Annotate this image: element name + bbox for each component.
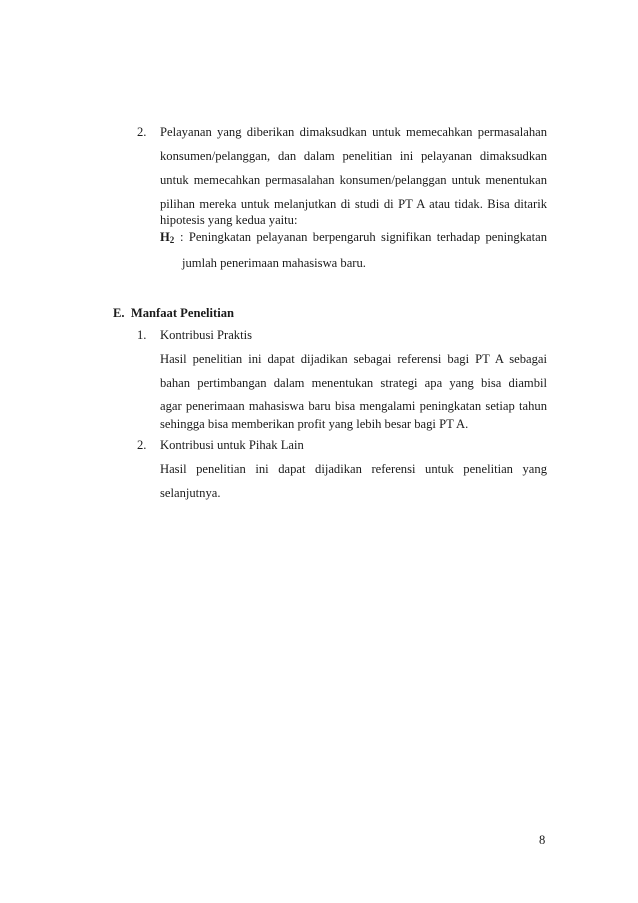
section-heading: E. Manfaat Penelitian — [113, 306, 235, 320]
paragraph-line: konsumen/pelanggan, dan dalam penelitian ini pelayanan dimaksudkan — [160, 149, 547, 163]
paragraph-line: bahan pertimbangan dalam menentukan strategi apa yang bisa diambil — [160, 376, 547, 390]
hypothesis-text-cont: jumlah penerimaan mahasiswa baru. — [182, 256, 366, 270]
paragraph-line: agar penerimaan mahasiswa baru bisa mengalami peningkatan setiap tahun — [160, 399, 547, 413]
paragraph-line: untuk memecahkan permasalahan konsumen/pelanggan untuk menentukan — [160, 173, 547, 187]
hypothesis-label: $H_2$ — [160, 230, 175, 245]
subsection-title: Kontribusi untuk Pihak Lain — [160, 438, 304, 452]
paragraph-line: pilihan mereka untuk melanjutkan di studi di PT A atau tidak. Bisa ditarik — [160, 197, 547, 211]
list-number: 1. — [137, 328, 147, 342]
page-number: 8 — [539, 833, 546, 847]
paragraph-line: Hasil penelitian ini dapat dijadikan referensi untuk penelitian yang — [160, 462, 547, 476]
paragraph-line: Pelayanan yang diberikan dimaksudkan untuk memecahkan permasalahan — [160, 125, 547, 139]
list-number: 2. — [137, 438, 147, 452]
hypothesis-text: : Peningkatan pelayanan berpengaruh signifikan terhadap peningkatan — [180, 230, 547, 244]
hypothesis-row — [160, 229, 547, 246]
paragraph-line: hipotesis yang kedua yaitu: — [160, 213, 298, 227]
paragraph-line: Hasil penelitian ini dapat dijadikan sebagai referensi bagi PT A sebagai — [160, 352, 547, 366]
paragraph-line: selanjutnya. — [160, 486, 221, 500]
subsection-title: Kontribusi Praktis — [160, 328, 253, 342]
paragraph-line: sehingga bisa memberikan profit yang lebih besar bagi PT A. — [160, 417, 469, 431]
list-number: 2. — [137, 125, 147, 139]
